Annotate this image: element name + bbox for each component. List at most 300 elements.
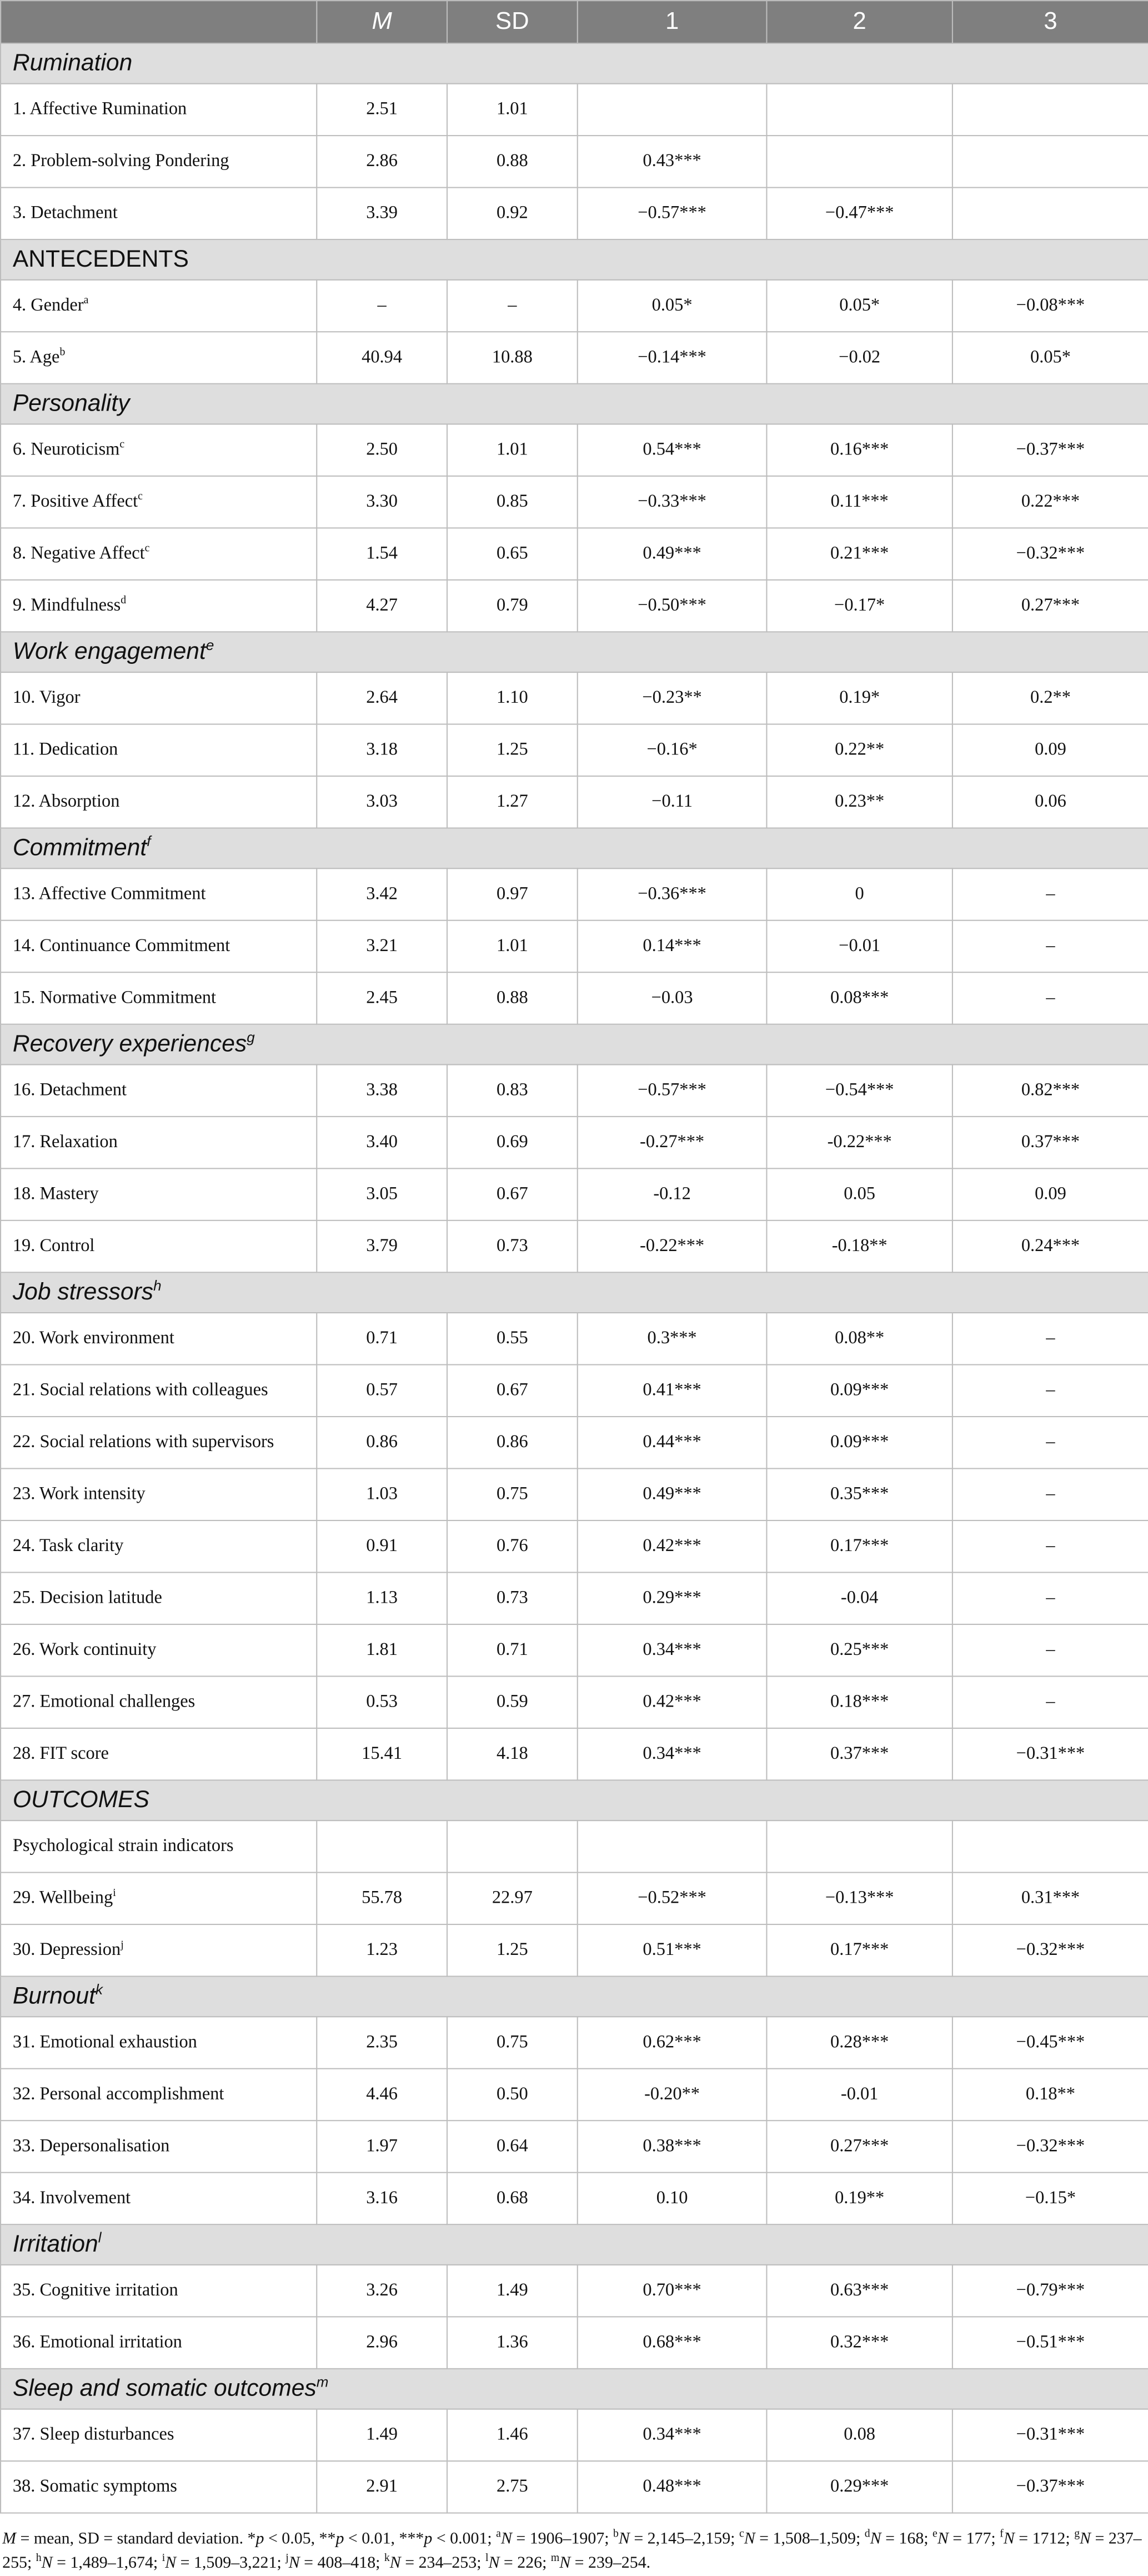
row-label-text: 8. Negative Affect [12,543,145,563]
note-superscript: b [613,2529,619,2540]
corr-3-cell: −0.51*** [953,2317,1148,2368]
corr-1-cell: −0.57*** [578,1064,767,1116]
corr-3-cell: 0.05* [953,332,1148,383]
section-header-row [1,632,1148,672]
row-label-text: 30. Depression [12,1940,121,1960]
sd-cell: 0.67 [447,1168,578,1220]
corr-2-cell: 0.18*** [766,1676,952,1728]
row-label [1,1624,317,1676]
mean-cell: 4.27 [317,580,447,632]
corr-1-cell: 0.68*** [578,2317,767,2368]
corr-2-cell: 0.37*** [766,1728,952,1780]
mean-cell: 3.79 [317,1221,447,1272]
row-label [1,1820,317,1872]
header-col-3: 3 [953,1,1148,43]
corr-2-cell: 0.63*** [766,2265,952,2317]
corr-3-cell: – [953,1417,1148,1468]
mean-cell: 4.46 [317,2069,447,2120]
corr-3-cell: – [953,1313,1148,1364]
sd-cell: 0.69 [447,1117,578,1168]
note-text: = 234–253; [400,2554,486,2573]
row-label-text: 24. Task clarity [12,1536,124,1556]
corr-2-cell: 0.17*** [766,1924,952,1976]
note-text: < 0.01, *** [344,2529,424,2548]
row-label [1,1873,317,1924]
row-label [1,2265,317,2317]
table-row [1,136,1148,187]
table-row [1,1313,1148,1364]
corr-2-cell: -0.01 [766,2069,952,2120]
row-label [1,424,317,476]
note-italic: N [41,2554,53,2573]
row-label [1,1064,317,1116]
row-label-text: 19. Control [12,1236,95,1256]
corr-3-cell: 0.09 [953,724,1148,776]
row-label-text: 5. Age [12,347,60,367]
table-row [1,1365,1148,1417]
mean-cell [317,1820,447,1872]
row-label-text: 10. Vigor [12,688,81,708]
mean-cell: – [317,280,447,332]
table-row [1,280,1148,332]
row-label-text: 23. Work intensity [12,1484,146,1504]
corr-3-cell: −0.15* [953,2173,1148,2224]
table-body [1,43,1148,2513]
note-italic: p [335,2529,344,2548]
table-row [1,972,1148,1024]
corr-3-cell: −0.45*** [953,2017,1148,2068]
corr-2-cell: -0.04 [766,1572,952,1624]
row-label-text: 31. Emotional exhaustion [12,2032,197,2052]
sd-cell: 0.88 [447,136,578,187]
corr-2-cell: 0.27*** [766,2120,952,2172]
corr-3-cell: – [953,972,1148,1024]
mean-cell: 3.05 [317,1168,447,1220]
corr-3-cell [953,84,1148,136]
section-title [1,1780,1148,1820]
table-row [1,84,1148,136]
sd-cell: 0.97 [447,868,578,920]
mean-cell: 0.53 [317,1676,447,1728]
row-label-text: Psychological strain indicators [12,1836,234,1856]
corr-3-cell: −0.31*** [953,1728,1148,1780]
corr-3-cell: −0.31*** [953,2409,1148,2461]
mean-cell: 2.91 [317,2461,447,2513]
corr-1-cell: -0.22*** [578,1221,767,1272]
corr-1-cell: -0.20** [578,2069,767,2120]
sd-cell: 0.59 [447,1676,578,1728]
corr-2-cell: -0.22*** [766,1117,952,1168]
corr-3-cell: – [953,921,1148,972]
note-italic: N [488,2554,500,2573]
note-italic: N [500,2529,512,2548]
note-superscript: l [485,2553,489,2565]
sd-cell: 0.50 [447,2069,578,2120]
table-row [1,1873,1148,1924]
note-superscript: d [864,2529,870,2540]
note-text: < 0.001; [432,2529,497,2548]
corr-3-cell: 0.09 [953,1168,1148,1220]
corr-2-cell: 0.17*** [766,1520,952,1572]
section-title-text: ANTECEDENTS [12,246,189,273]
row-label-text: 36. Emotional irritation [12,2332,182,2352]
corr-3-cell: −0.79*** [953,2265,1148,2317]
corr-1-cell [578,84,767,136]
section-title [1,1977,1148,2017]
corr-1-cell: −0.16* [578,724,767,776]
sd-cell: 0.85 [447,476,578,528]
corr-2-cell: −0.13*** [766,1873,952,1924]
row-label-text: 9. Mindfulness [12,595,121,616]
corr-2-cell: −0.17* [766,580,952,632]
row-label [1,1520,317,1572]
row-label [1,1221,317,1272]
row-label-text: 27. Emotional challenges [12,1692,195,1712]
row-label [1,2317,317,2368]
corr-3-cell: −0.32*** [953,528,1148,579]
corr-1-cell: 0.34*** [578,1728,767,1780]
corr-2-cell: −0.54*** [766,1064,952,1116]
corr-1-cell [578,1820,767,1872]
sd-cell: 1.01 [447,424,578,476]
corr-3-cell: 0.82*** [953,1064,1148,1116]
row-label [1,2069,317,2120]
corr-1-cell: −0.36*** [578,868,767,920]
sd-cell: 0.75 [447,2017,578,2068]
mean-cell: 2.51 [317,84,447,136]
corr-2-cell: 0.09*** [766,1417,952,1468]
note-text: = 1906–1907; [512,2529,614,2548]
section-footnote-marker: h [153,1278,162,1294]
row-footnote-marker: d [121,595,127,607]
table-row [1,332,1148,383]
sd-cell: 1.10 [447,672,578,724]
row-label [1,1924,317,1976]
section-title [1,2369,1148,2409]
row-label [1,84,317,136]
sd-cell: 0.86 [447,1417,578,1468]
corr-2-cell: 0.05* [766,280,952,332]
mean-cell: 3.21 [317,921,447,972]
row-label [1,1168,317,1220]
mean-cell: 3.39 [317,188,447,239]
corr-3-cell: – [953,1520,1148,1572]
corr-2-cell: 0.19** [766,2173,952,2224]
corr-1-cell: 0.49*** [578,528,767,579]
table-row [1,2265,1148,2317]
section-footnote-marker: f [147,833,151,850]
row-label-text: 3. Detachment [12,203,118,223]
table-row [1,424,1148,476]
mean-cell: 3.38 [317,1064,447,1116]
row-label-text: 20. Work environment [12,1328,174,1348]
table-row [1,1520,1148,1572]
note-italic: M [2,2529,17,2548]
corr-3-cell: – [953,1676,1148,1728]
section-title [1,384,1148,424]
header-col-2: 2 [766,1,952,43]
corr-2-cell: 0.19* [766,672,952,724]
corr-3-cell [953,188,1148,239]
sd-cell: 1.27 [447,776,578,828]
row-footnote-marker: c [119,439,125,451]
header-row [1,1,1148,43]
mean-cell: 0.57 [317,1365,447,1417]
corr-2-cell: 0.08** [766,1313,952,1364]
mean-cell: 2.50 [317,424,447,476]
row-label [1,1728,317,1780]
section-header-row [1,1780,1148,1820]
row-label-text: 13. Affective Commitment [12,884,206,904]
corr-1-cell: 0.42*** [578,1676,767,1728]
sd-cell: – [447,280,578,332]
corr-1-cell: 0.41*** [578,1365,767,1417]
corr-3-cell: −0.32*** [953,1924,1148,1976]
corr-3-cell: −0.08*** [953,280,1148,332]
row-label [1,2173,317,2224]
table-row [1,528,1148,579]
corr-2-cell: 0.32*** [766,2317,952,2368]
corr-3-cell: 0.24*** [953,1221,1148,1272]
note-italic: p [255,2529,264,2548]
sd-cell: 1.25 [447,1924,578,1976]
corr-1-cell: -0.12 [578,1168,767,1220]
note-superscript: e [933,2529,938,2540]
row-label [1,972,317,1024]
table-footnote [0,2514,1148,2576]
table-row [1,1624,1148,1676]
row-label [1,868,317,920]
section-title-text: Work engagement [12,638,206,665]
row-label [1,2461,317,2513]
row-label [1,672,317,724]
header-mean: M [317,1,447,43]
corr-1-cell: 0.38*** [578,2120,767,2172]
sd-cell: 10.88 [447,332,578,383]
table-row [1,724,1148,776]
section-footnote-marker: l [98,2229,102,2246]
note-superscript: c [739,2529,744,2540]
mean-cell: 2.96 [317,2317,447,2368]
row-label [1,2409,317,2461]
row-label-text: 11. Dedication [12,739,118,759]
row-label-text: 18. Mastery [12,1184,99,1204]
corr-2-cell: 0.11*** [766,476,952,528]
table-row [1,2173,1148,2224]
mean-cell: 3.03 [317,776,447,828]
table-row [1,580,1148,632]
row-label-text: 28. FIT score [12,1743,109,1764]
table-row [1,672,1148,724]
table-row [1,2120,1148,2172]
section-title [1,828,1148,869]
sd-cell: 0.92 [447,188,578,239]
sd-cell: 1.01 [447,84,578,136]
sd-cell: 0.73 [447,1572,578,1624]
section-title-text: Job stressors [12,1278,154,1305]
corr-2-cell: 0 [766,868,952,920]
mean-cell: 3.40 [317,1117,447,1168]
mean-cell: 1.03 [317,1468,447,1520]
corr-2-cell: 0.09*** [766,1365,952,1417]
row-label [1,1117,317,1168]
header-col-1: 1 [578,1,767,43]
row-label [1,2120,317,2172]
note-text: = 2,145–2,159; [629,2529,739,2548]
row-label [1,476,317,528]
row-label-text: 16. Detachment [12,1080,127,1100]
row-label-text: 7. Positive Affect [12,491,138,512]
section-header-row [1,828,1148,869]
section-header-row [1,1977,1148,2017]
section-title-text: OUTCOMES [12,1786,149,1813]
corr-1-cell: −0.23** [578,672,767,724]
table-row [1,1572,1148,1624]
row-label-text: 34. Involvement [12,2188,131,2208]
mean-cell: 1.13 [317,1572,447,1624]
row-label [1,1313,317,1364]
row-label [1,2017,317,2068]
note-superscript: a [496,2529,501,2540]
corr-1-cell: −0.33*** [578,476,767,528]
section-footnote-marker: e [205,637,214,654]
corr-2-cell: 0.28*** [766,2017,952,2068]
row-footnote-marker: i [113,1888,116,1900]
sd-cell: 22.97 [447,1873,578,1924]
mean-cell: 0.91 [317,1520,447,1572]
sd-cell [447,1820,578,1872]
section-header-row [1,384,1148,424]
corr-1-cell: 0.62*** [578,2017,767,2068]
corr-1-cell: −0.03 [578,972,767,1024]
section-header-row [1,43,1148,84]
sd-cell: 1.36 [447,2317,578,2368]
corr-1-cell: 0.51*** [578,1924,767,1976]
sd-cell: 0.64 [447,2120,578,2172]
sd-cell: 0.75 [447,1468,578,1520]
row-label-text: 35. Cognitive irritation [12,2280,178,2300]
note-superscript: f [1000,2529,1004,2540]
section-title [1,1024,1148,1065]
sd-cell: 0.65 [447,528,578,579]
section-title-text: Sleep and somatic outcomes [12,2375,317,2402]
sd-cell: 0.55 [447,1313,578,1364]
mean-cell: 2.86 [317,136,447,187]
corr-2-cell: 0.08*** [766,972,952,1024]
corr-3-cell: 0.18** [953,2069,1148,2120]
section-title [1,43,1148,84]
section-title [1,1272,1148,1313]
corr-1-cell: 0.44*** [578,1417,767,1468]
row-label-text: 1. Affective Rumination [12,99,187,119]
note-text: = 1712; [1014,2529,1075,2548]
table-row [1,868,1148,920]
corr-2-cell: 0.23** [766,776,952,828]
row-label-text: 26. Work continuity [12,1639,157,1660]
mean-cell: 3.30 [317,476,447,528]
corr-1-cell: 0.70*** [578,2265,767,2317]
section-title-text: Rumination [12,49,133,77]
row-label-text: 14. Continuance Commitment [12,936,230,956]
sd-cell: 1.49 [447,2265,578,2317]
note-italic: N [870,2529,881,2548]
corr-1-cell: −0.50*** [578,580,767,632]
sd-cell: 1.46 [447,2409,578,2461]
corr-3-cell: 0.27*** [953,580,1148,632]
corr-2-cell: 0.16*** [766,424,952,476]
note-italic: p [424,2529,433,2548]
sd-cell: 0.71 [447,1624,578,1676]
section-title [1,2224,1148,2265]
mean-cell: 3.18 [317,724,447,776]
row-label-text: 25. Decision latitude [12,1588,162,1608]
corr-2-cell: 0.29*** [766,2461,952,2513]
note-italic: N [559,2554,571,2573]
corr-3-cell: – [953,1624,1148,1676]
row-label-text: 2. Problem-solving Pondering [12,151,229,171]
corr-1-cell: 0.14*** [578,921,767,972]
section-title [1,239,1148,280]
row-label [1,1572,317,1624]
table-row [1,476,1148,528]
mean-cell: 0.71 [317,1313,447,1364]
table-row [1,1924,1148,1976]
sd-cell: 1.01 [447,921,578,972]
mean-cell: 15.41 [317,1728,447,1780]
table-row [1,776,1148,828]
corr-1-cell: 0.48*** [578,2461,767,2513]
row-footnote-marker: c [138,491,143,503]
corr-1-cell: 0.34*** [578,1624,767,1676]
row-footnote-marker: c [144,543,150,555]
mean-cell: 2.35 [317,2017,447,2068]
note-superscript: g [1074,2529,1080,2540]
corr-2-cell [766,84,952,136]
sd-cell: 0.88 [447,972,578,1024]
row-label [1,1676,317,1728]
corr-3-cell: −0.32*** [953,2120,1148,2172]
corr-1-cell: -0.27*** [578,1117,767,1168]
sd-cell: 0.67 [447,1365,578,1417]
section-title-text: Personality [12,390,130,417]
note-text: = 177; [948,2529,1000,2548]
row-label [1,724,317,776]
mean-cell: 55.78 [317,1873,447,1924]
mean-cell: 3.42 [317,868,447,920]
section-header-row [1,2224,1148,2265]
header-label [1,1,317,43]
row-label [1,580,317,632]
note-italic: N [389,2554,401,2573]
section-title-text: Burnout [12,1982,96,2009]
row-label-text: 4. Gender [12,295,84,316]
corr-3-cell: – [953,1468,1148,1520]
corr-1-cell: −0.57*** [578,188,767,239]
section-header-row [1,1024,1148,1065]
sd-cell: 4.18 [447,1728,578,1780]
corr-2-cell [766,136,952,187]
sd-cell: 0.68 [447,2173,578,2224]
note-text: = mean, SD = standard deviation. * [16,2529,256,2548]
note-superscript: m [550,2553,560,2565]
row-footnote-marker: j [121,1939,124,1952]
corr-2-cell: 0.08 [766,2409,952,2461]
corr-2-cell: −0.01 [766,921,952,972]
row-label [1,921,317,972]
section-footnote-marker: k [96,1982,103,1998]
note-text: = 1,489–1,674; [52,2554,162,2573]
corr-1-cell: −0.11 [578,776,767,828]
